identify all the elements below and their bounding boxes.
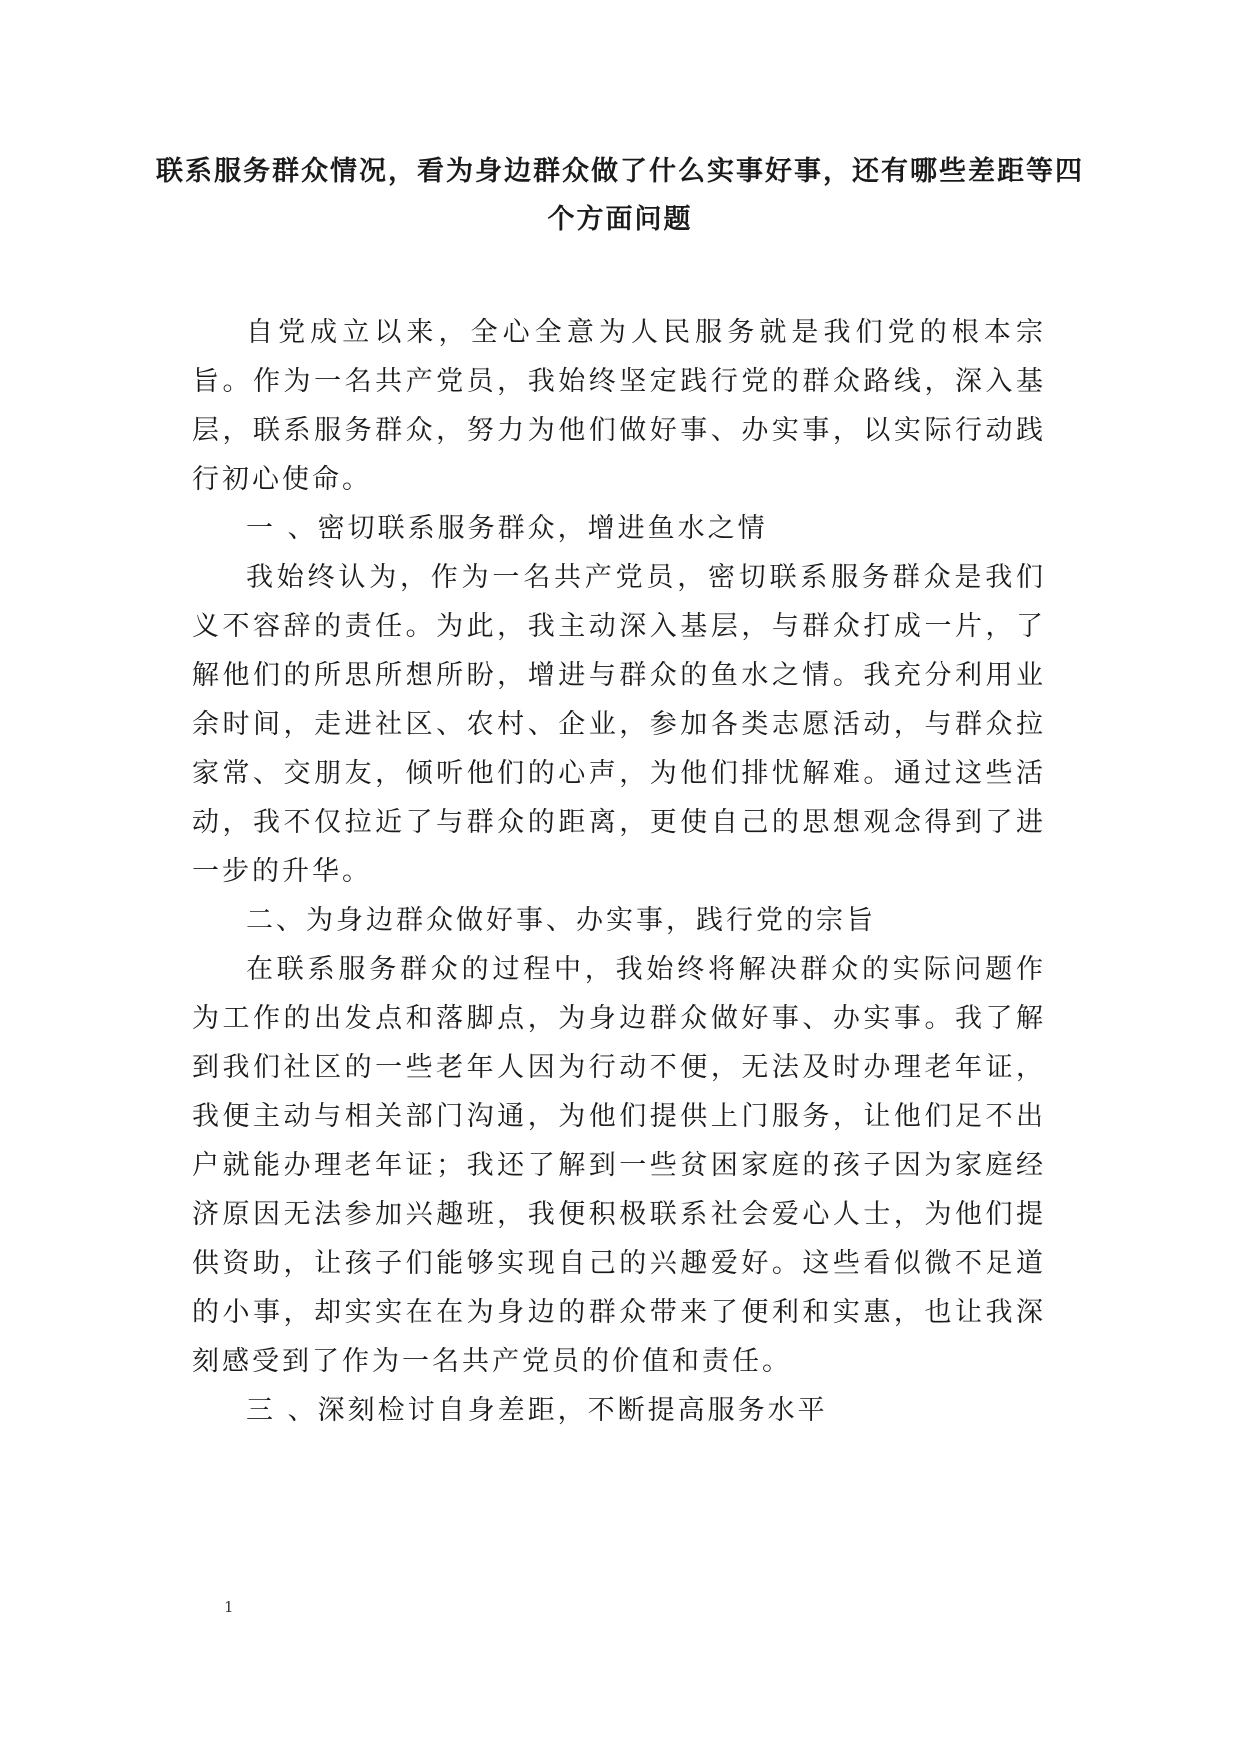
section-1-paragraph: 我始终认为，作为一名共产党员，密切联系服务群众是我们义不容辞的责任。为此，我主动深入基层，与群众打成一片，了解他们的所思所想所盼，增进与群众的鱼水之情。我充分利用业余时间，走进社区、农村、企业，参加各类志愿活动，与群众拉家常、交朋友，倾听他们的心声，为他们排忧解难。通过这些活动，我不仅拉近了与群众的距离，更使自己的思想观念得到了进一步的升华。 <box>192 562 1046 887</box>
page-number: 1 <box>224 1598 234 1616</box>
section-heading-2: 二、为身边群众做好事、办实事，践行党的宗旨 <box>246 905 876 936</box>
section-2-paragraph: 在联系服务群众的过程中，我始终将解决群众的实际问题作为工作的出发点和落脚点，为身边群众做好事、办实事。我了解到我们社区的一些老年人因为行动不便，无法及时办理老年证，我便主动与相关部门沟通，为他们提供上门服务，让他们足不出户就能办理老年证；我还了解到一些贫困家庭的孩子因为家庭经济原因无法参加兴趣班，我便积极联系社会爱心人士，为他们提供资助，让孩子们能够实现自己的兴趣爱好。这些看似微不足道的小事，却实实在在为身边的群众带来了便利和实惠，也让我深刻感受到了作为一名共产党员的价值和责任。 <box>192 954 1046 1377</box>
intro-paragraph: 自党成立以来，全心全意为人民服务就是我们党的根本宗旨。作为一名共产党员，我始终坚定践行党的群众路线，深入基层，联系服务群众，努力为他们做好事、办实事，以实际行动践行初心使命。 <box>192 317 1046 495</box>
section-heading-1: 一 、密切联系服务群众，增进鱼水之情 <box>246 513 768 544</box>
section-heading-3: 三 、深刻检讨自身差距，不断提高服务水平 <box>246 1395 828 1426</box>
document-title: 联系服务群众情况，看为身边群众做了什么实事好事，还有哪些差距等四个方面问题 <box>156 156 1084 235</box>
document-body <box>192 308 1046 1435</box>
